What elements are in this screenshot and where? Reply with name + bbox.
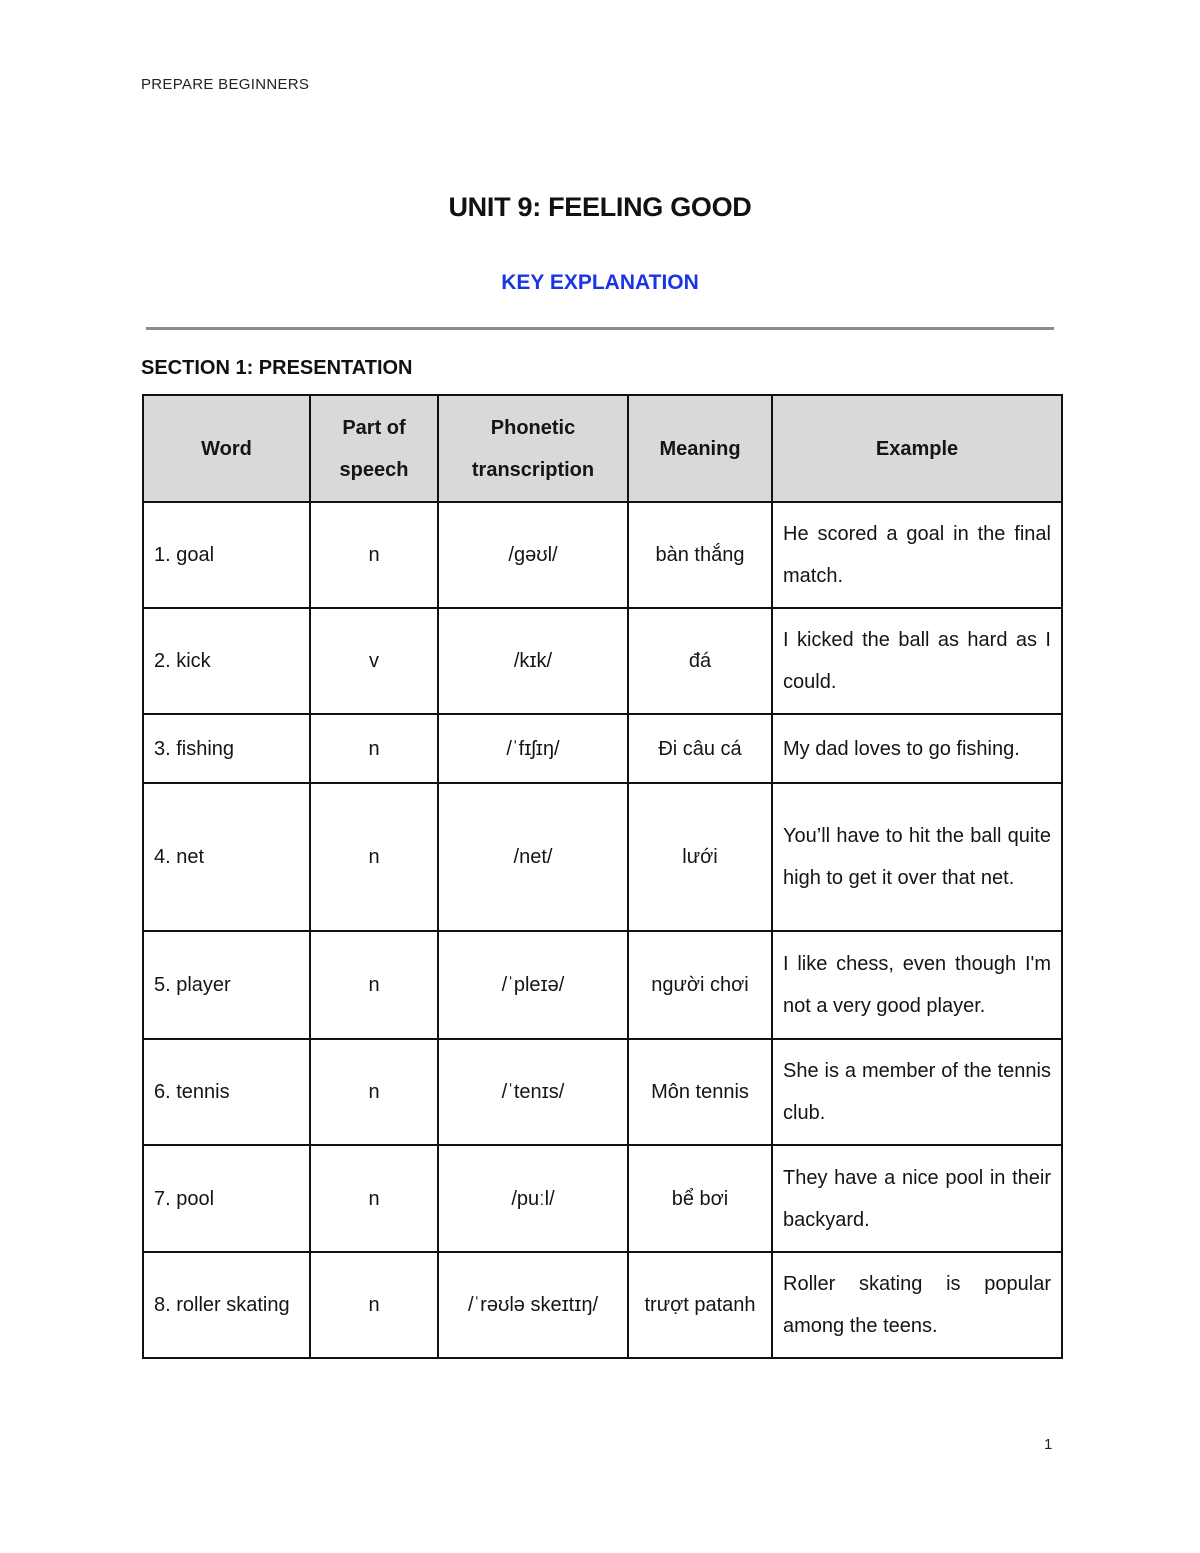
- cell-meaning: Môn tennis: [628, 1039, 772, 1145]
- cell-example: I kicked the ball as hard as I could.: [772, 608, 1062, 714]
- header-example: Example: [772, 395, 1062, 502]
- section-title: SECTION 1: PRESENTATION: [141, 357, 413, 379]
- table-row: [143, 608, 1062, 714]
- cell-meaning: bể bơi: [628, 1145, 772, 1252]
- header-part-of-speech: Part of speech: [310, 395, 438, 502]
- header-meaning: Meaning: [628, 395, 772, 502]
- cell-meaning: bàn thắng: [628, 502, 772, 608]
- cell-pos: n: [310, 1252, 438, 1358]
- cell-example: He scored a goal in the final match.: [772, 502, 1062, 608]
- cell-phonetic: /ˈtenɪs/: [438, 1039, 628, 1145]
- unit-title: UNIT 9: FEELING GOOD: [448, 192, 752, 222]
- cell-word: 8. roller skating: [143, 1252, 310, 1358]
- cell-pos: n: [310, 1039, 438, 1145]
- table-row: [143, 1039, 1062, 1145]
- cell-phonetic: /ˈfɪʃɪŋ/: [438, 714, 628, 783]
- key-explanation-subtitle: KEY EXPLANATION: [501, 271, 699, 294]
- cell-example: Roller skating is popular among the teens.: [772, 1252, 1062, 1358]
- page-number: 1: [1044, 1436, 1053, 1453]
- table-row: [143, 1145, 1062, 1252]
- cell-example: I like chess, even though I'm not a very good player.: [772, 931, 1062, 1039]
- table-row: [143, 714, 1062, 783]
- table-row: [143, 783, 1062, 931]
- cell-meaning: người chơi: [628, 931, 772, 1039]
- cell-phonetic: /puːl/: [438, 1145, 628, 1252]
- cell-pos: n: [310, 931, 438, 1039]
- cell-word: 6. tennis: [143, 1039, 310, 1145]
- cell-pos: n: [310, 714, 438, 783]
- cell-pos: v: [310, 608, 438, 714]
- cell-meaning: đá: [628, 608, 772, 714]
- horizontal-divider: [146, 327, 1054, 330]
- cell-example: She is a member of the tennis club.: [772, 1039, 1062, 1145]
- cell-example: They have a nice pool in their backyard.: [772, 1145, 1062, 1252]
- table-header-row: [143, 395, 1062, 502]
- table-row: [143, 1252, 1062, 1358]
- cell-meaning: trượt patanh: [628, 1252, 772, 1358]
- cell-meaning: Đi câu cá: [628, 714, 772, 783]
- cell-pos: n: [310, 783, 438, 931]
- header-phonetic: Phonetic transcription: [438, 395, 628, 502]
- header-word: Word: [143, 395, 310, 502]
- cell-example: My dad loves to go fishing.: [772, 714, 1062, 783]
- cell-pos: n: [310, 1145, 438, 1252]
- cell-example: You’ll have to hit the ball quite high to get it over that net.: [772, 783, 1062, 931]
- cell-pos: n: [310, 502, 438, 608]
- table-row: [143, 502, 1062, 608]
- cell-phonetic: /net/: [438, 783, 628, 931]
- cell-word: 2. kick: [143, 608, 310, 714]
- cell-word: 3. fishing: [143, 714, 310, 783]
- cell-word: 4. net: [143, 783, 310, 931]
- cell-phonetic: /ˈrəʊlə skeɪtɪŋ/: [438, 1252, 628, 1358]
- cell-phonetic: /ˈpleɪə/: [438, 931, 628, 1039]
- table-row: [143, 931, 1062, 1039]
- vocabulary-table: [142, 394, 1063, 1359]
- cell-phonetic: /kɪk/: [438, 608, 628, 714]
- cell-word: 5. player: [143, 931, 310, 1039]
- page-header: PREPARE BEGINNERS: [141, 76, 310, 93]
- cell-phonetic: /ɡəʊl/: [438, 502, 628, 608]
- cell-meaning: lưới: [628, 783, 772, 931]
- cell-word: 1. goal: [143, 502, 310, 608]
- cell-word: 7. pool: [143, 1145, 310, 1252]
